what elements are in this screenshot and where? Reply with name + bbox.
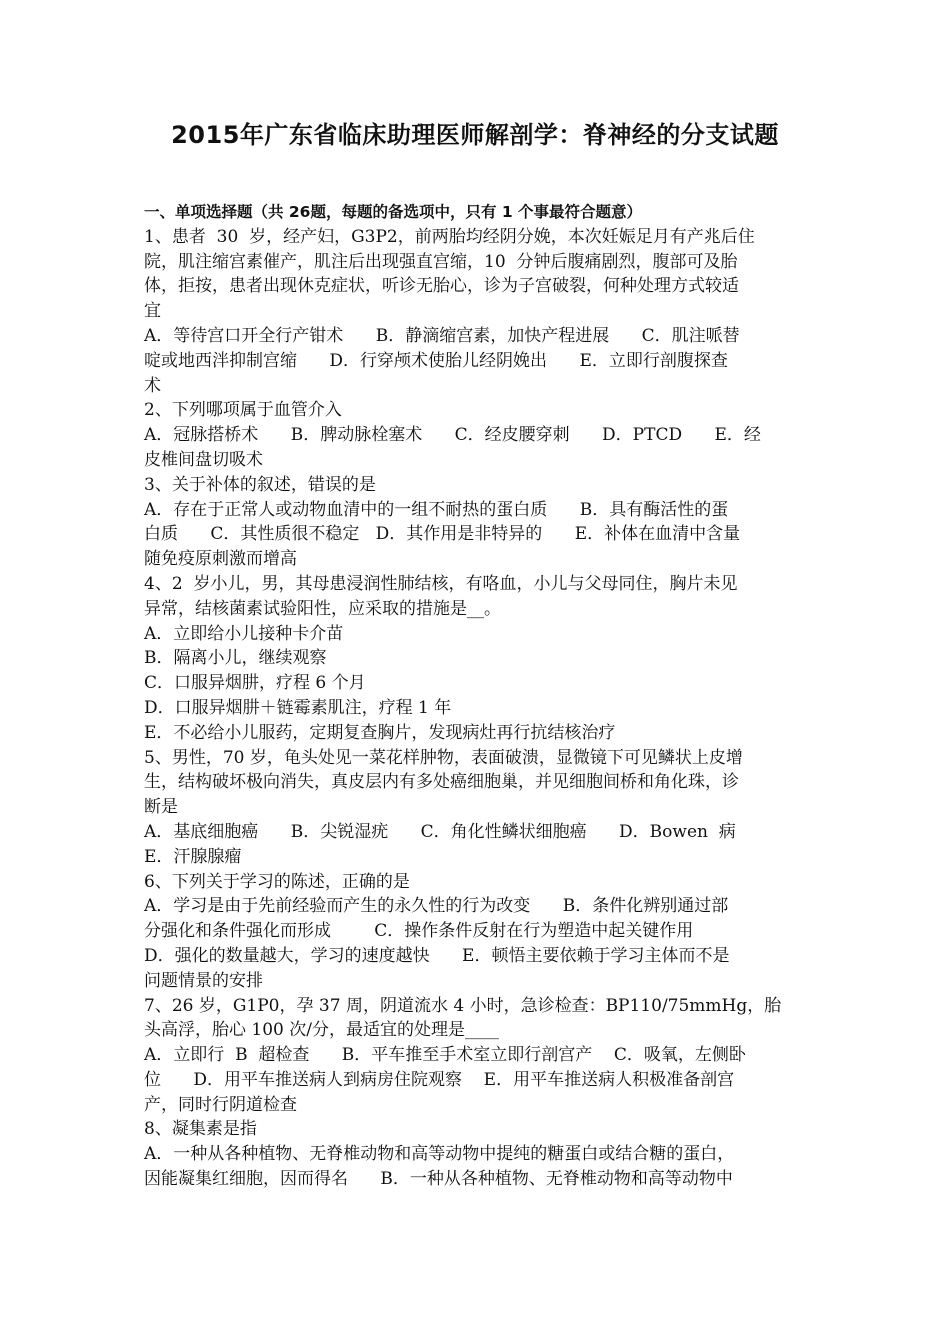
text-line: 头高浮，胎心 100 次/分，最适宜的处理是____: [144, 1020, 499, 1041]
text-line: 因能凝集红细胞，因而得名 B．一种从各种植物、无脊椎动物和高等动物中: [144, 1169, 733, 1190]
text-line: 啶或地西泮抑制宫缩 D．行穿颅术使胎儿经阴娩出 E．立即行剖腹探查: [144, 350, 728, 371]
text-line: A．学习是由于先前经验而产生的永久性的行为改变 B．条件化辨别通过部: [144, 896, 729, 917]
text-line: E．汗腺腺瘤: [144, 846, 242, 867]
text-line: D．强化的数量越大，学习的速度越快 E．顿悟主要依赖于学习主体而不是: [144, 945, 730, 966]
text-line: A．存在于正常人或动物血清中的一组不耐热的蛋白质 B．具有酶活性的蛋: [144, 499, 729, 520]
text-line: 位 D．用平车推送病人到病房住院观察 E．用平车推送病人积极准备剖宫: [144, 1069, 735, 1090]
text-line: 8、凝集素是指: [144, 1119, 257, 1140]
text-line: 问题情景的安排: [144, 970, 263, 991]
document-body: [144, 200, 810, 1192]
text-line: 院，肌注缩宫素催产，肌注后出现强直宫缩，10 分钟后腹痛剧烈，腹部可及胎: [144, 251, 738, 272]
text-line: 5、男性，70 岁，龟头处见一菜花样肿物，表面破溃，显微镜下可见鳞状上皮增: [144, 747, 743, 768]
text-line: 白质 C．其性质很不稳定 D．其作用是非特异的 E．补体在血清中含量: [144, 524, 741, 545]
text-line: A．基底细胞癌 B．尖锐湿疣 C．角化性鳞状细胞癌 D．Bowen 病: [144, 821, 736, 842]
text-line: 4、2 岁小儿，男，其母患浸润性肺结核，有咯血，小儿与父母同住，胸片未见: [144, 573, 738, 594]
text-line: 2、下列哪项属于血管介入: [144, 400, 342, 421]
document-title: 2015年广东省临床助理医师解剖学：脊神经的分支试题: [171, 121, 779, 149]
text-line: 术: [144, 375, 161, 396]
text-line: A．立即给小儿接种卡介苗: [144, 623, 344, 644]
text-line: 异常，结核菌素试验阳性，应采取的措施是__。: [144, 598, 501, 619]
text-line: 随免疫原刺激而增高: [144, 549, 297, 570]
text-line: 断是: [144, 797, 178, 818]
text-line: A．立即行 B 超检查 B．平车推至手术室立即行剖宫产 C．吸氧，左侧卧: [144, 1045, 746, 1066]
text-line: 7、26 岁，G1P0，孕 37 周，阴道流水 4 小时，急诊检查：BP110/75mmHg，胎: [144, 995, 782, 1016]
text-line: 产，同时行阴道检查: [144, 1094, 297, 1115]
question-lines: [144, 225, 810, 1192]
section-heading: 一、单项选择题（共 26题，每题的备选项中，只有 1 个事最符合题意）: [144, 203, 643, 221]
text-line: 1、患者 30 岁，经产妇，G3P2，前两胎均经阴分娩，本次妊娠足月有产兆后住: [144, 226, 755, 247]
text-line: A．等待宫口开全行产钳术 B．静滴缩宫素，加快产程进展 C．肌注哌替: [144, 325, 740, 346]
text-line: 宜: [144, 301, 161, 322]
text-line: 分强化和条件强化而形成 C．操作条件反射在行为塑造中起关键作用: [144, 921, 694, 942]
text-line: 6、下列关于学习的陈述，正确的是: [144, 871, 410, 892]
text-line: 皮椎间盘切吸术: [144, 449, 263, 470]
text-line: A．冠脉搭桥术 B．脾动脉栓塞术 C．经皮腰穿刺 D．PTCD E．经: [144, 425, 761, 446]
text-line: C．口服异烟肼，疗程 6 个月: [144, 673, 366, 694]
text-line: A．一种从各种植物、无脊椎动物和高等动物中提纯的糖蛋白或结合糖的蛋白，: [144, 1144, 735, 1165]
text-line: D．口服异烟肼＋链霉素肌注，疗程 1 年: [144, 697, 452, 718]
text-line: 3、关于补体的叙述，错误的是: [144, 474, 376, 495]
text-line: 生，结构破坏极向消失，真皮层内有多处癌细胞巢，并见细胞间桥和角化珠，诊: [144, 772, 739, 793]
text-line: B．隔离小儿，继续观察: [144, 648, 327, 669]
text-line: E．不必给小儿服药，定期复查胸片，发现病灶再行抗结核治疗: [144, 722, 616, 743]
text-line: 体，拒按，患者出现休克症状，听诊无胎心，诊为子宫破裂，何种处理方式较适: [144, 276, 739, 297]
